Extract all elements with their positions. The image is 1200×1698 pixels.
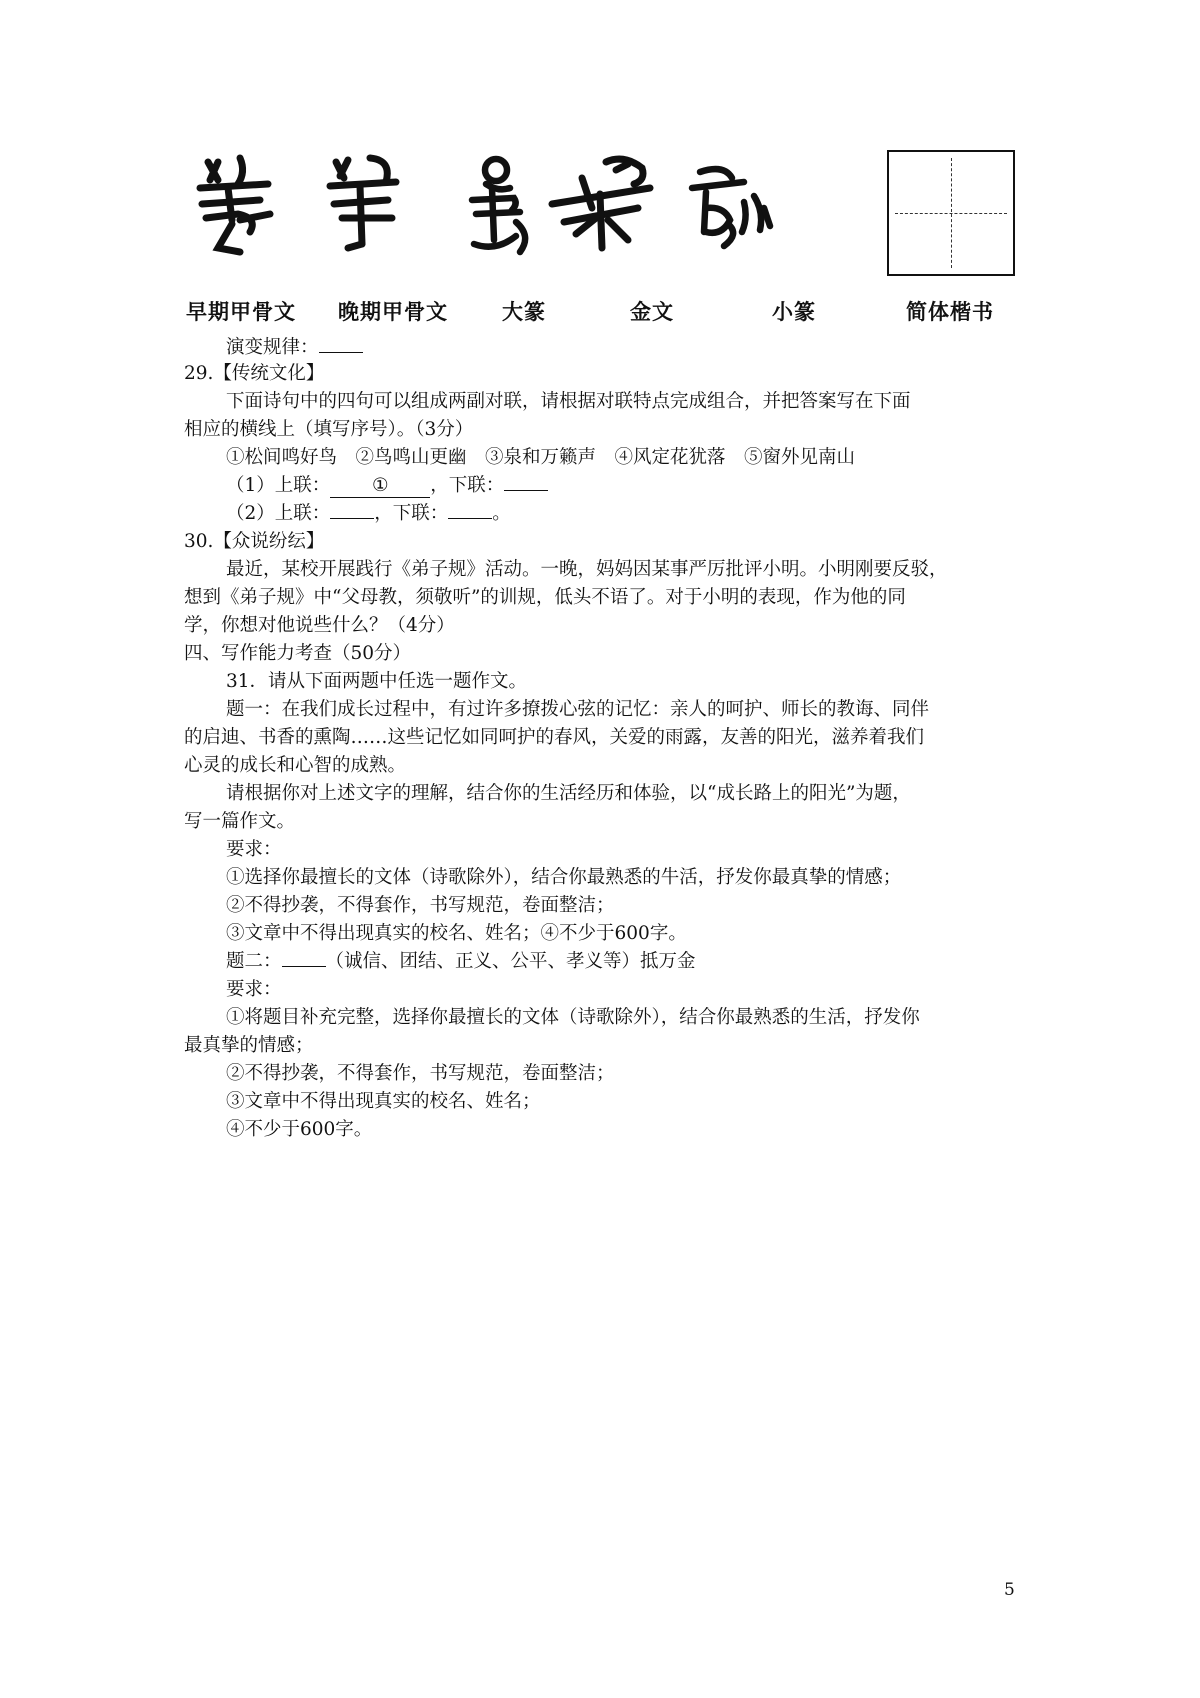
bronze-inscription-glyph bbox=[546, 148, 666, 258]
grid-horizontal-guide bbox=[895, 213, 1007, 214]
q29-row1-upper-blank[interactable]: ① bbox=[330, 475, 430, 498]
script-label-bronze: 金文 bbox=[630, 299, 674, 324]
q29-answer-row2: （2）上联： ，下联： 。 bbox=[226, 503, 511, 524]
topic2-requirement-1a: ①将题目补充完整，选择你最擅长的文体（诗歌除外），结合你最熟悉的生活，抒发你 bbox=[226, 1007, 920, 1028]
late-oracle-bone-glyph bbox=[322, 148, 408, 258]
q30-paragraph-line3: 学，你想对他说些什么？（4分） bbox=[184, 615, 455, 636]
q29-row1-lower-blank[interactable] bbox=[504, 490, 548, 491]
script-label-regular: 简体楷书 bbox=[906, 299, 994, 324]
small-seal-glyph bbox=[684, 148, 776, 258]
topic1-line3: 心灵的成长和心智的成熟。 bbox=[184, 755, 407, 776]
topic1-requirement-2: ②不得抄袭，不得套作，书写规范，卷面整洁； bbox=[226, 895, 615, 916]
section4-heading: 四、写作能力考查（50分） bbox=[184, 643, 412, 664]
q29-row2-lower-blank[interactable] bbox=[448, 518, 492, 519]
topic1-line1: 题一：在我们成长过程中，有过许多撩拨心弦的记忆：亲人的呵护、师长的教诲、同伴 bbox=[226, 699, 930, 720]
topic2-title: 题二： （诚信、团结、正义、公平、孝义等）抵万金 bbox=[226, 951, 696, 972]
topic2-requirement-3: ③文章中不得出现真实的校名、姓名； bbox=[226, 1091, 541, 1112]
q30-paragraph-line1: 最近，某校开展践行《弟子规》活动。一晚，妈妈因某事严厉批评小明。小明刚要反驳， bbox=[226, 559, 948, 580]
page-number: 5 bbox=[1004, 1580, 1015, 1600]
early-oracle-bone-glyph bbox=[188, 148, 280, 266]
q29-prompt-line1: 下面诗句中的四句可以组成两副对联，请根据对联特点完成组合，并把答案写在下面 bbox=[226, 391, 911, 412]
q30-heading: 30.【众说纷纭】 bbox=[184, 531, 325, 552]
script-label-late-oracle: 晚期甲骨文 bbox=[338, 299, 448, 324]
q29-options: ①松间鸣好鸟 ②鸟鸣山更幽 ③泉和万籁声 ④风定花犹落 ⑤窗外见南山 bbox=[226, 447, 856, 468]
q29-answer-row1: （1）上联： ① ，下联： bbox=[226, 472, 548, 500]
evolution-rule: 演变规律： bbox=[226, 334, 363, 362]
evolution-answer-blank[interactable] bbox=[319, 352, 363, 353]
script-label-great-seal: 大篆 bbox=[502, 299, 546, 324]
topic2-requirement-4: ④不少于600字。 bbox=[226, 1119, 373, 1140]
topic2-title-blank[interactable] bbox=[282, 966, 326, 967]
q30-paragraph-line2: 想到《弟子规》中“父母教，须敬听”的训规，低头不语了。对于小明的表现，作为他的同 bbox=[184, 587, 906, 608]
topic2-requirement-1b: 最真挚的情感； bbox=[184, 1035, 314, 1056]
topic1-line4: 请根据你对上述文字的理解，结合你的生活经历和体验，以“成长路上的阳光”为题， bbox=[226, 783, 911, 804]
q29-heading: 29.【传统文化】 bbox=[184, 363, 325, 384]
q31-instruction: 31．请从下面两题中任选一题作文。 bbox=[226, 671, 528, 692]
topic2-requirements-label: 要求： bbox=[226, 979, 282, 1000]
topic1-line5: 写一篇作文。 bbox=[184, 811, 296, 832]
q29-prompt-line2: 相应的横线上（填写序号）。（3分） bbox=[184, 419, 474, 440]
script-label-early-oracle: 早期甲骨文 bbox=[186, 299, 296, 324]
topic1-requirements-label: 要求： bbox=[226, 839, 282, 860]
script-label-small-seal: 小篆 bbox=[772, 299, 816, 324]
great-seal-glyph bbox=[456, 148, 542, 266]
writing-grid-box[interactable] bbox=[887, 150, 1015, 276]
topic1-requirement-3: ③文章中不得出现真实的校名、姓名；④不少于600字。 bbox=[226, 923, 687, 944]
topic1-requirement-1: ①选择你最擅长的文体（诗歌除外），结合你最熟悉的牛活，抒发你最真挚的情感； bbox=[226, 867, 902, 888]
q29-row2-upper-blank[interactable] bbox=[330, 518, 374, 519]
topic2-requirement-2: ②不得抄袭，不得套作，书写规范，卷面整洁； bbox=[226, 1063, 615, 1084]
topic1-line2: 的启迪、书香的熏陶……这些记忆如同呵护的春风，关爱的雨露，友善的阳光，滋养着我们 bbox=[184, 727, 925, 748]
